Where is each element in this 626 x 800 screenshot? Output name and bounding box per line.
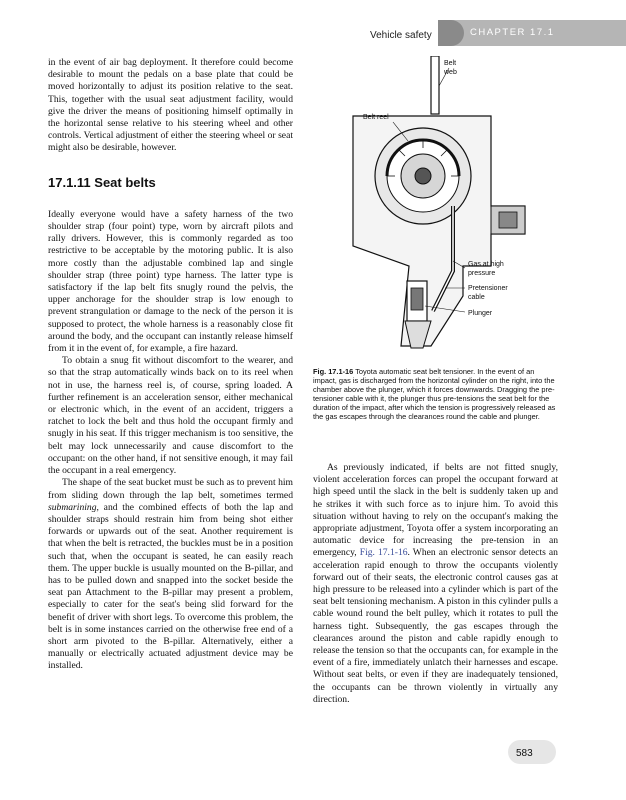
- text-run: , and the combined effects of both the lap and shoulder straps should restrain him from being shot either forwards or upwards out of the seat. Another requirement is that when the belt is retracted, the buckles must be in a position such that, when the occupant is seated, he can easily reach them. The upper buckle is usually mounted on the B-pillar, and has to be pulled down and snapped into the socket beside the seat pan Attachment to the B-pillar may present a problem, especially to cater for the seat's being slid forward for the benefit of driver with short legs. To overcome this problem, the belt is in some instances carried on the otherwise free end of a short arm pivoted to the B-pillar. Alternatively, either a manually or electrically actuated adjustment device may be installed.: [48, 501, 293, 672]
- label-pretensioner-line1: Pretensioner: [468, 285, 508, 292]
- figure-reference-link[interactable]: Fig. 17.1-16: [359, 547, 408, 559]
- paragraph: Ideally everyone would have a safety harness of the two shoulder strap (four point) type, worn by aircraft pilots and rally drivers. However, this is commonly regarded as too restrictive to be acceptable by the motoring public. It is also more costly than the adjustable combined lap and single shoulder strap (three point) type harness. The latter type is satisfactory if the lap belt fits snugly round the pelvis, the upper anchorage for the shoulder strap is low enough to prevent strangulation or damage to the neck of the person it is supposed to protect, the whole harness is a reasonably close fit around the body, and the occupant can instantly release himself from it in the event of, for example, a fire hazard.: [48, 208, 293, 355]
- caption-figure-id: Fig. 17.1-16: [313, 367, 354, 376]
- tensioner-illustration: [313, 56, 563, 361]
- chapter-label: CHAPTER 17.1: [470, 27, 555, 38]
- caption-text: Toyota automatic seat belt tensioner. In the event of an impact, gas is discharged from the horizontal cylinder on the right, into the chamber above the plunger, which it forces downwards. Dragging the pre-tensioner cable with it, the plunger thus pre-tensions the seat belt for the duration of the impact, after which the tension is progressively released as the gas escapes through the clearances round the cable and plunger.: [313, 367, 556, 421]
- text-run: . When an electronic sensor detects an acceleration rapid enough to throw the occupants violently forward out of their seats, the electronic control causes gas at high pressure to be released into a cylinder which is part of the seat belt tensioning mechanism. A piston in this cylinder pulls a cable wound round the belt pulley, which it rotates to pull the harness tight. Subsequently, the gas escapes through the clearances around the piston and cable rapidly enough to release the tension so that the occupants can, for example in the event of a fire, immediately unlatch their harnesses and escape. Without seat belts, or even if they are inadequately tensioned, the occupants can be thrown violently in virtually any direction.: [313, 547, 558, 705]
- intro-paragraph: in the event of air bag deployment. It therefore could become desirable to mount the pedals on a base plate that could be moved horizontally to adjust its position relative to the seat. This, together with the usual seat adjustment facility, would give the driver the means of positioning himself optimally in the horizontal sense relative to his steering wheel and other controls. Vertical adjustment of either the steering wheel or seat might also be desirable, however.: [48, 57, 293, 154]
- chapter-band-tab: [438, 20, 464, 46]
- text-run: As previously indicated, if belts are not fitted snugly, violent acceleration forces can propel the occupant forward at high speed until the slack in the belt is suddenly taken up and he strikes it with such force as to injure him. To avoid this situation without having to rely on the occupant's making the appropriate adjustment, Toyota offer a system incorporating an automatic device for increasing the pre-tension in an emergency,: [313, 462, 558, 559]
- emphasis-term: submarining: [48, 501, 97, 513]
- page-number: 583: [516, 748, 533, 759]
- right-column-paragraph: [313, 462, 558, 706]
- label-belt-reel: Belt reel: [363, 114, 389, 121]
- text-run: The shape of the seat bucket must be such as to prevent him from sliding down through the lap belt, sometimes termed: [48, 477, 293, 501]
- tensioner-figure: [313, 56, 563, 361]
- running-header-title: Vehicle safety: [370, 30, 432, 41]
- label-plunger: Plunger: [468, 310, 493, 317]
- label-gas-line1: Gas at high: [468, 261, 504, 268]
- paragraph: To obtain a snug fit without discomfort to the wearer, and so that the strap automatically winds back on to its reel when not in use, the harness reel is, of course, spring loaded. A further refinement is an acceleration sensor, either mechanical or electronic which, in the event of an accident, triggers a ratchet to lock the belt and thus hold the occupant firmly and snugly in his seat. If this trigger mechanism is too sensitive, the belt may lock unnecessarily and cause discomfort to the occupant: on the other hand, if not sensitive enough, it may fail the occupant in a real emergency.: [48, 355, 293, 477]
- label-gas-line2: pressure: [468, 270, 496, 277]
- label-belt-web-line2: web: [444, 69, 457, 76]
- label-pretensioner-line2: cable: [468, 294, 485, 301]
- section-heading: 17.1.11 Seat belts: [48, 174, 156, 190]
- paragraph: [48, 477, 293, 672]
- figure-caption: [313, 367, 558, 421]
- label-belt-web-line1: Belt: [444, 60, 457, 67]
- left-column: [48, 57, 293, 673]
